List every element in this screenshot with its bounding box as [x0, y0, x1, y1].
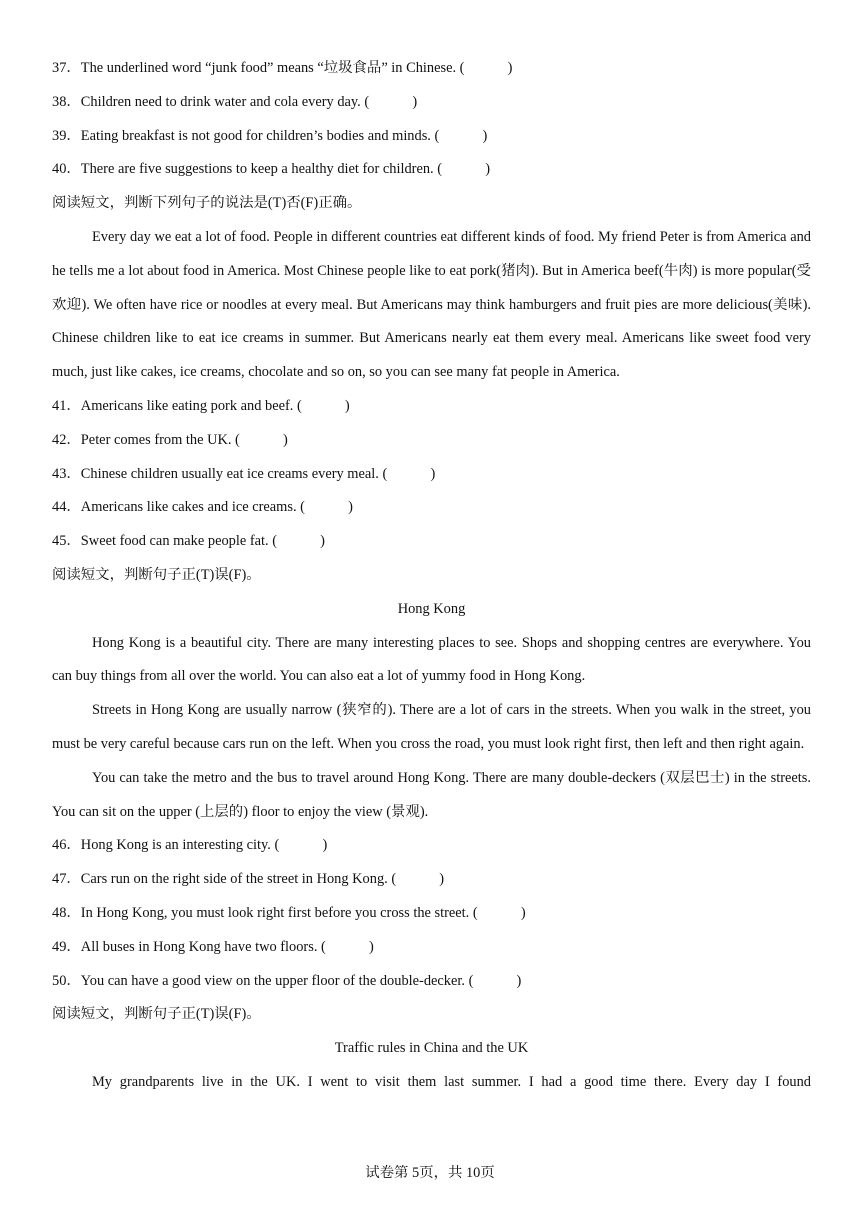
- reading-passage: Hong Kong is a beautiful city. There are many interesting places to see. Shops and shopping centres are everywhere. You can buy things from all over the world. You can also eat a lot of yummy food in Hong Kong.: [52, 634, 811, 685]
- section-instruction: 阅读短文，判断下列句子的说法是(T)否(F)正确。: [52, 195, 362, 212]
- question-number: 37: [52, 60, 67, 76]
- question-text: In Hong Kong, you must look right first before you cross the street. ( ): [80, 904, 526, 921]
- question-text: Sweet food can make people fat. ( ): [80, 533, 325, 550]
- passage-title: Hong Kong: [397, 600, 466, 617]
- question-37: 37．The underlined word “junk food” means “垃圾食品” in Chinese. ( ): [52, 60, 513, 76]
- question-number: 41: [52, 397, 67, 414]
- question-text: Eating breakfast is not good for children’s bodies and minds. ( ): [80, 127, 488, 144]
- question-text: Children need to drink water and cola every day. ( ): [80, 93, 418, 110]
- question-text: Chinese children usually eat ice creams every meal. ( ): [80, 465, 436, 482]
- question-49: 49．All buses in Hong Kong have two floors. ( ): [52, 938, 374, 955]
- passage-title: Traffic rules in China and the UK: [334, 1040, 529, 1057]
- question-text: Peter comes from the UK. ( ): [80, 431, 288, 448]
- question-50: 50．You can have a good view on the upper floor of the double-decker. ( ): [52, 972, 522, 989]
- page-footer: 试卷第 5页，共 10页: [365, 1165, 495, 1181]
- question-42: 42．Peter comes from the UK. ( ): [52, 431, 288, 448]
- question-44: 44．Americans like cakes and ice creams. ( ): [52, 499, 353, 516]
- section-instruction: 阅读短文，判断句子正(T)误(F)。: [52, 566, 261, 583]
- question-number: 42: [52, 431, 67, 448]
- question-45: 45．Sweet food can make people fat. ( ): [52, 533, 325, 550]
- reading-passage: Streets in Hong Kong are usually narrow (狭窄的). There are a lot of cars in the streets. When you walk in the street, you must be very careful because cars run on the left. When you cross the road, you must look right first, then left and then right again.: [52, 702, 811, 752]
- reading-passage: My grandparents live in the UK. I went to visit them last summer. I had a good time there. Every day I found: [92, 1073, 811, 1090]
- question-text: Cars run on the right side of the street in Hong Kong. ( ): [80, 871, 445, 888]
- question-number: 47: [52, 871, 67, 888]
- question-text: The underlined word “junk food” means “垃圾食品” in Chinese. ( ): [80, 60, 513, 76]
- question-43: 43．Chinese children usually eat ice creams every meal. ( ): [52, 465, 436, 482]
- question-40: 40．There are five suggestions to keep a healthy diet for children. ( ): [52, 161, 490, 178]
- question-text: Americans like cakes and ice creams. ( ): [80, 499, 353, 516]
- question-text: Hong Kong is an interesting city. ( ): [80, 837, 328, 854]
- question-number: 43: [52, 465, 67, 482]
- question-number: 40: [52, 161, 67, 178]
- question-46: 46．Hong Kong is an interesting city. ( ): [52, 837, 328, 854]
- question-text: Americans like eating pork and beef. ( ): [80, 397, 350, 414]
- question-number: 50: [52, 972, 67, 989]
- question-number: 44: [52, 499, 67, 516]
- question-number: 39: [52, 127, 67, 144]
- question-number: 49: [52, 938, 67, 955]
- section-instruction: 阅读短文，判断句子正(T)误(F)。: [52, 1006, 261, 1023]
- question-number: 45: [52, 533, 67, 550]
- question-text: You can have a good view on the upper floor of the double-decker. ( ): [80, 972, 522, 989]
- reading-passage: You can take the metro and the bus to travel around Hong Kong. There are many double-deckers (双层巴士) in the streets. You can sit on the upper (上层的) floor to enjoy the view (景观).: [52, 769, 811, 820]
- reading-passage: Every day we eat a lot of food. People in different countries eat different kinds of food. My friend Peter is from America and he tells me a lot about food in America. Most Chinese people like to eat pork(猪肉). But in America beef(牛肉) is more popular(受欢迎). We often have rice or noodles at every meal. But Americans may think hamburgers and fruit pies are more delicious(美味). Chinese children like to eat ice creams in summer. But Americans nearly eat them every meal. Americans like sweet food very much, just like cakes, ice creams, chocolate and so on, so you can see many fat people in America.: [52, 228, 811, 381]
- question-38: 38．Children need to drink water and cola every day. ( ): [52, 93, 418, 110]
- question-text: All buses in Hong Kong have two floors. ( ): [80, 938, 374, 955]
- question-number: 48: [52, 904, 67, 921]
- question-text: There are five suggestions to keep a healthy diet for children. ( ): [80, 161, 490, 178]
- question-48: 48．In Hong Kong, you must look right first before you cross the street. ( ): [52, 904, 526, 921]
- question-number: 38: [52, 93, 67, 110]
- question-41: 41．Americans like eating pork and beef. ( ): [52, 397, 350, 414]
- question-47: 47．Cars run on the right side of the street in Hong Kong. ( ): [52, 871, 445, 888]
- exam-page: [52, 52, 811, 1100]
- question-39: 39．Eating breakfast is not good for children’s bodies and minds. ( ): [52, 127, 488, 144]
- question-number: 46: [52, 837, 67, 854]
